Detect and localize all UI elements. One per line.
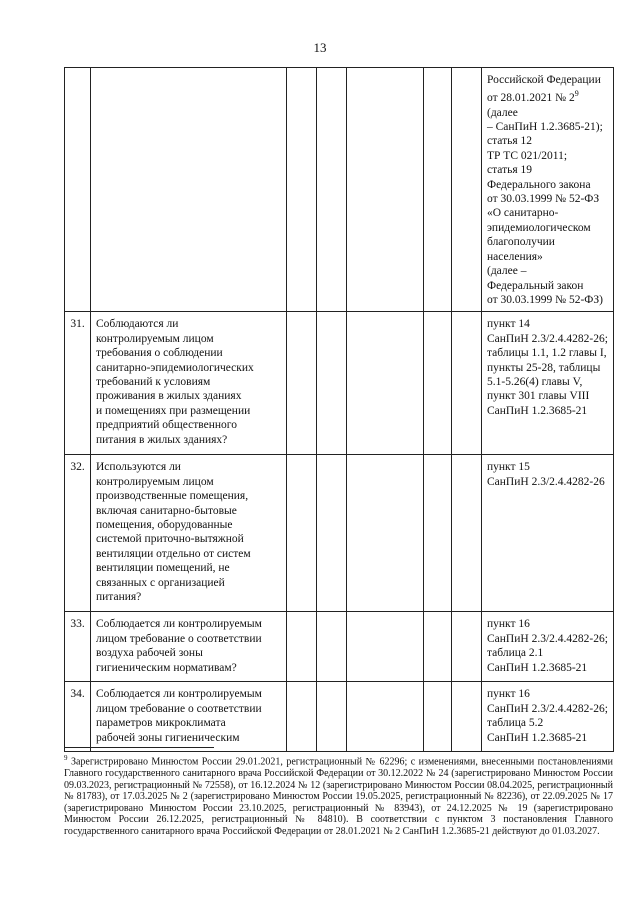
answer-cell-yes bbox=[287, 612, 317, 682]
answer-cell-extra-2 bbox=[452, 682, 482, 752]
answer-cell-extra-1 bbox=[424, 682, 452, 752]
answer-cell-extra-2 bbox=[452, 612, 482, 682]
row-number: 34. bbox=[65, 682, 91, 752]
table-row bbox=[65, 682, 614, 752]
answer-cell-extra-1 bbox=[424, 612, 452, 682]
row-number: 31. bbox=[65, 312, 91, 455]
row-question: Соблюдается ли контролируемым лицом требование о соответствии параметров микроклимата рабочей зоны гигиеническим bbox=[91, 682, 287, 752]
row-reference: пункт 15 СанПиН 2.3/2.4.4282-26 bbox=[482, 455, 614, 612]
reference-text-cont: (далее – СанПиН 1.2.3685-21); статья 12 ТР ТС 021/2011; статья 19 Федерального закона от 30.03.1999 № 52-ФЗ «О санитарно- эпидемиологическом благополучии населения» (далее – Федеральный закон от 30.03.1999 № 52-ФЗ) bbox=[487, 106, 603, 306]
requirements-table bbox=[64, 67, 614, 752]
table-row bbox=[65, 455, 614, 612]
answer-cell-yes bbox=[287, 68, 317, 312]
answer-cell-extra-2 bbox=[452, 312, 482, 455]
row-reference: пункт 14 СанПиН 2.3/2.4.4282-26; таблицы 1.1, 1.2 главы I, пункты 25-28, таблицы 5.1-5.26(4) главы V, пункт 301 главы VIII СанПиН 1.2.3685-21 bbox=[482, 312, 614, 455]
row-number bbox=[65, 68, 91, 312]
answer-cell-extra-2 bbox=[452, 68, 482, 312]
row-question: Используются ли контролируемым лицом производственные помещения, включая санитарно-бытовые помещения, оборудованные системой приточно-вытяжной вентиляции отдельно от систем вентиляции помещений, не связанных с организацией питания? bbox=[91, 455, 287, 612]
row-question bbox=[91, 68, 287, 312]
answer-cell-no bbox=[317, 612, 347, 682]
table-row bbox=[65, 612, 614, 682]
footnote-marker: 9 bbox=[574, 89, 579, 99]
answer-cell-no bbox=[317, 682, 347, 752]
table-row bbox=[65, 312, 614, 455]
answer-cell-no bbox=[317, 455, 347, 612]
answer-cell-extra-2 bbox=[452, 455, 482, 612]
answer-cell-extra-1 bbox=[424, 312, 452, 455]
answer-cell-no bbox=[317, 312, 347, 455]
reference-text: Российской Федерации от 28.01.2021 № 2 bbox=[487, 74, 601, 105]
answer-cell-yes bbox=[287, 682, 317, 752]
table-row bbox=[65, 68, 614, 312]
row-reference bbox=[482, 68, 614, 312]
row-reference: пункт 16 СанПиН 2.3/2.4.4282-26; таблица 2.1 СанПиН 1.2.3685-21 bbox=[482, 612, 614, 682]
answer-cell-na bbox=[347, 612, 424, 682]
footnote-marker: 9 bbox=[64, 754, 68, 762]
page-number: 13 bbox=[313, 40, 327, 55]
answer-cell-yes bbox=[287, 455, 317, 612]
footnote bbox=[64, 753, 613, 837]
footnote-separator bbox=[64, 747, 214, 748]
footnote-text: Зарегистрировано Минюстом России 29.01.2021, регистрационный № 62296; с изменениями, внесенными постановлениями Главного государственного санитарного врача Российской Федерации от 30.12.2022 № 24 (зарегистрировано Минюстом России 09.03.2023, регистрационный № 72558), от 16.12.2024 № 12 (зарегистрировано Минюстом России 08.04.2025, регистрационный № 81783), от 17.03.2025 № 2 (зарегистрировано Минюстом России 19.05.2025, регистрационный № 82236), от 22.09.2025 № 17 (зарегистрировано Минюстом России 23.10.2025, регистрационный № 83943), от 24.12.2025 № 19 (зарегистрировано Минюстом России 26.12.2025, регистрационный № 84810). В соответствии с пунктом 3 постановления Главного государственного санитарного врача Российской Федерации от 28.01.2021 № 2 СанПиН 1.2.3685-21 действуют до 01.03.2027. bbox=[64, 756, 613, 837]
row-question: Соблюдается ли контролируемым лицом требование о соответствии воздуха рабочей зоны гигиеническим нормативам? bbox=[91, 612, 287, 682]
answer-cell-na bbox=[347, 455, 424, 612]
answer-cell-no bbox=[317, 68, 347, 312]
row-question: Соблюдаются ли контролируемым лицом требования о соблюдении санитарно-эпидемиологических требований к условиям проживания в жилых зданиях и помещениях при размещении предприятий общественного питания в жилых зданиях? bbox=[91, 312, 287, 455]
answer-cell-extra-1 bbox=[424, 68, 452, 312]
row-number: 33. bbox=[65, 612, 91, 682]
answer-cell-na bbox=[347, 68, 424, 312]
row-number: 32. bbox=[65, 455, 91, 612]
answer-cell-na bbox=[347, 312, 424, 455]
answer-cell-yes bbox=[287, 312, 317, 455]
row-reference: пункт 16 СанПиН 2.3/2.4.4282-26; таблица 5.2 СанПиН 1.2.3685-21 bbox=[482, 682, 614, 752]
answer-cell-na bbox=[347, 682, 424, 752]
answer-cell-extra-1 bbox=[424, 455, 452, 612]
